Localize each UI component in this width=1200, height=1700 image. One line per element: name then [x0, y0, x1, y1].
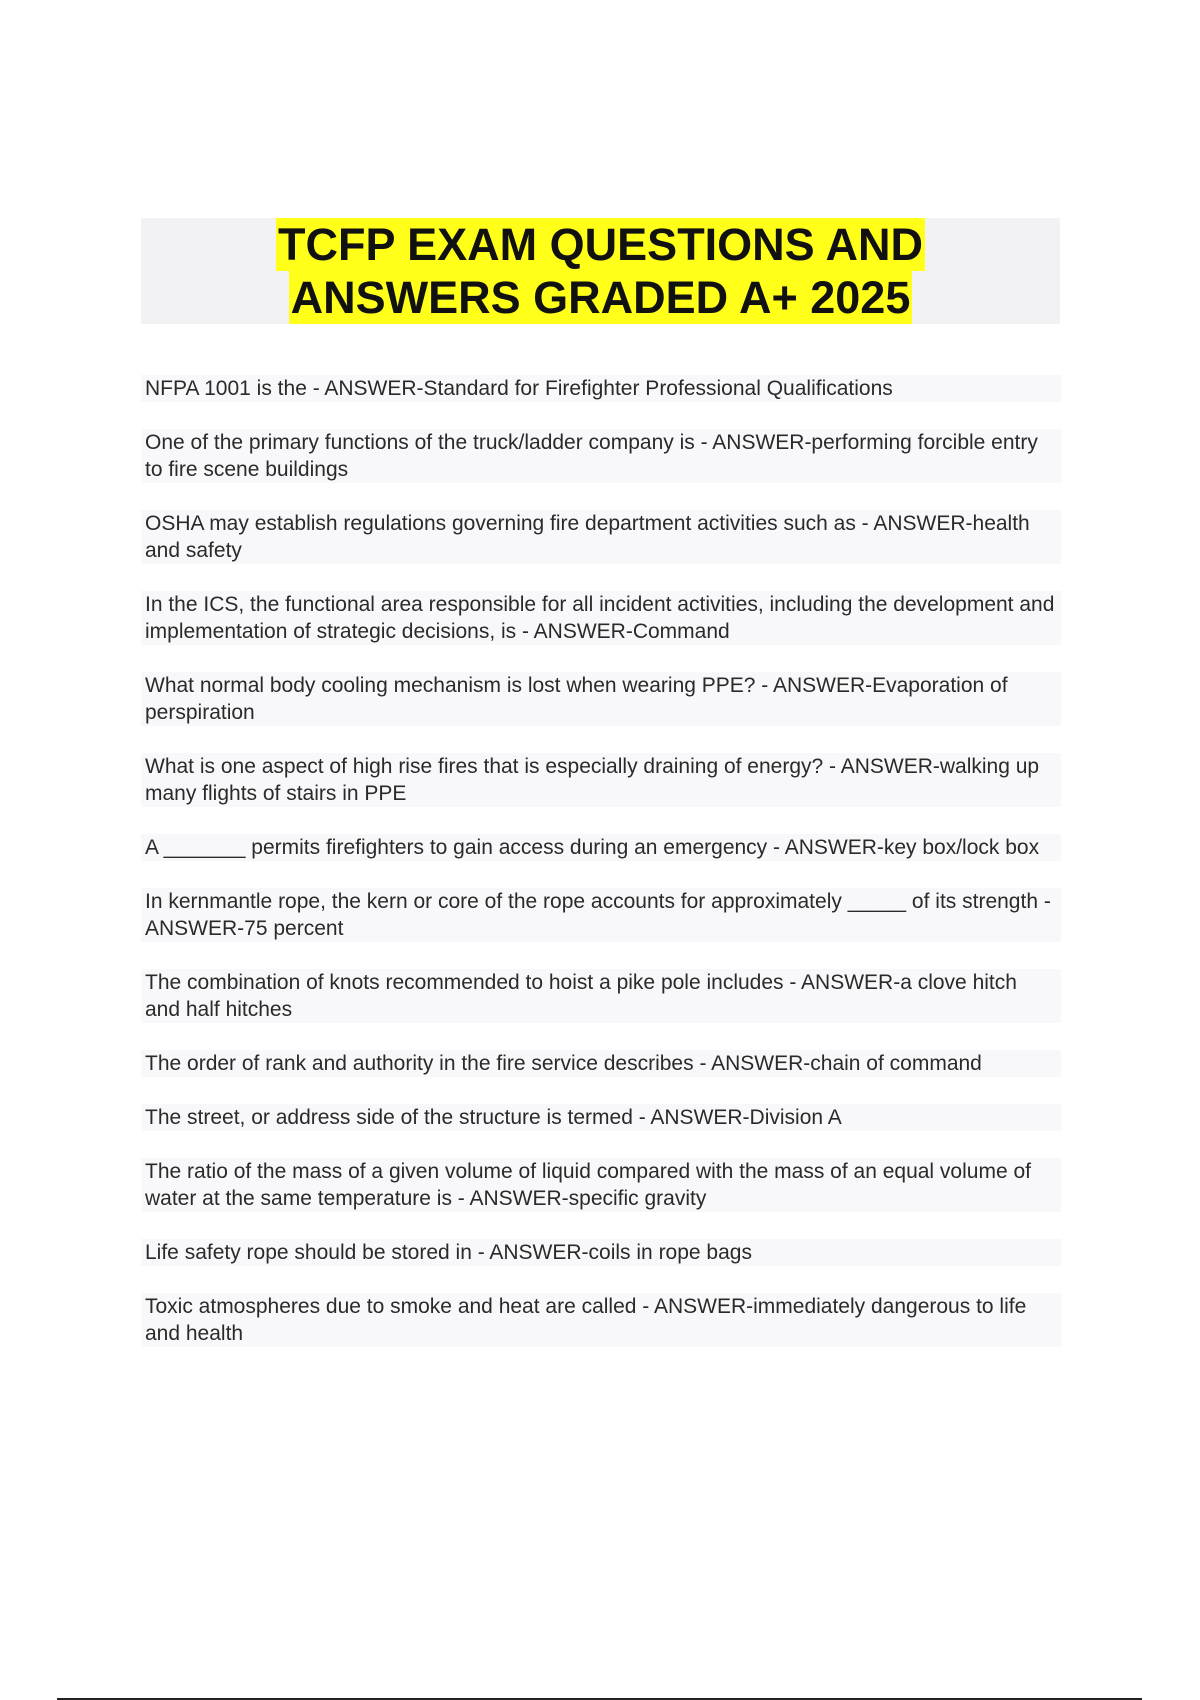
- qa-item: Toxic atmospheres due to smoke and heat are called - ANSWER-immediately dangerous to life and health: [141, 1293, 1061, 1347]
- qa-item: The order of rank and authority in the fire service describes - ANSWER-chain of command: [141, 1050, 1061, 1077]
- qa-item: NFPA 1001 is the - ANSWER-Standard for Firefighter Professional Qualifications: [141, 375, 1061, 402]
- qa-item: OSHA may establish regulations governing fire department activities such as - ANSWER-health and safety: [141, 510, 1061, 564]
- qa-item: In the ICS, the functional area responsible for all incident activities, including the development and implementation of strategic decisions, is - ANSWER-Command: [141, 591, 1061, 645]
- qa-list: [141, 375, 1061, 1374]
- qa-item: The ratio of the mass of a given volume of liquid compared with the mass of an equal volume of water at the same temperature is - ANSWER-specific gravity: [141, 1158, 1061, 1212]
- document-title-block: [141, 218, 1060, 324]
- qa-item: Life safety rope should be stored in - ANSWER-coils in rope bags: [141, 1239, 1061, 1266]
- document-title-line-1: TCFP EXAM QUESTIONS AND: [277, 219, 924, 270]
- document-title-line-2: ANSWERS GRADED A+ 2025: [290, 272, 911, 323]
- qa-item: A _______ permits firefighters to gain access during an emergency - ANSWER-key box/lock box: [141, 834, 1061, 861]
- qa-item: The combination of knots recommended to hoist a pike pole includes - ANSWER-a clove hitch and half hitches: [141, 969, 1061, 1023]
- qa-item: What normal body cooling mechanism is lost when wearing PPE? - ANSWER-Evaporation of perspiration: [141, 672, 1061, 726]
- qa-item: What is one aspect of high rise fires that is especially draining of energy? - ANSWER-walking up many flights of stairs in PPE: [141, 753, 1061, 807]
- qa-item: In kernmantle rope, the kern or core of the rope accounts for approximately _____ of its strength - ANSWER-75 percent: [141, 888, 1061, 942]
- qa-item: One of the primary functions of the truck/ladder company is - ANSWER-performing forcible entry to fire scene buildings: [141, 429, 1061, 483]
- qa-item: The street, or address side of the structure is termed - ANSWER-Division A: [141, 1104, 1061, 1131]
